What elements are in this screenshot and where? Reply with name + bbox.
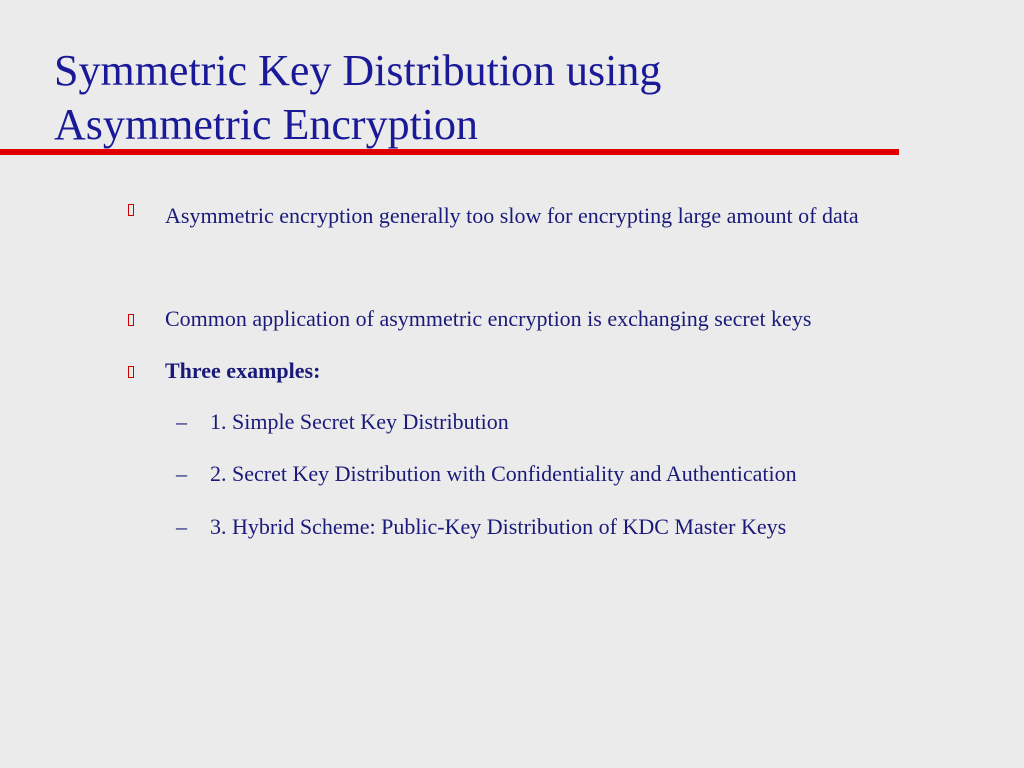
bullet-text: Asymmetric encryption generally too slow for encrypting large amount of data bbox=[165, 203, 859, 228]
square-bullet-icon bbox=[128, 204, 134, 216]
square-bullet-icon bbox=[128, 314, 134, 326]
dash-bullet-icon: – bbox=[176, 514, 187, 539]
title-underline-rule bbox=[0, 149, 899, 155]
sub-item-text: 2. Secret Key Distribution with Confidentiality and Authentication bbox=[210, 461, 797, 486]
sub-item-text: 3. Hybrid Scheme: Public-Key Distribution of KDC Master Keys bbox=[210, 514, 787, 539]
sub-item-text: 1. Simple Secret Key Distribution bbox=[210, 409, 509, 434]
slide-title-line-2: Asymmetric Encryption bbox=[54, 100, 479, 149]
square-bullet-icon bbox=[128, 366, 134, 378]
bullet-text: Common application of asymmetric encryption is exchanging secret keys bbox=[165, 306, 812, 331]
slide-title bbox=[54, 44, 954, 152]
dash-bullet-icon: – bbox=[176, 461, 187, 486]
slide-title-line-1: Symmetric Key Distribution using bbox=[54, 46, 662, 95]
dash-bullet-icon: – bbox=[176, 409, 187, 434]
bullet-text: Three examples: bbox=[165, 358, 321, 383]
